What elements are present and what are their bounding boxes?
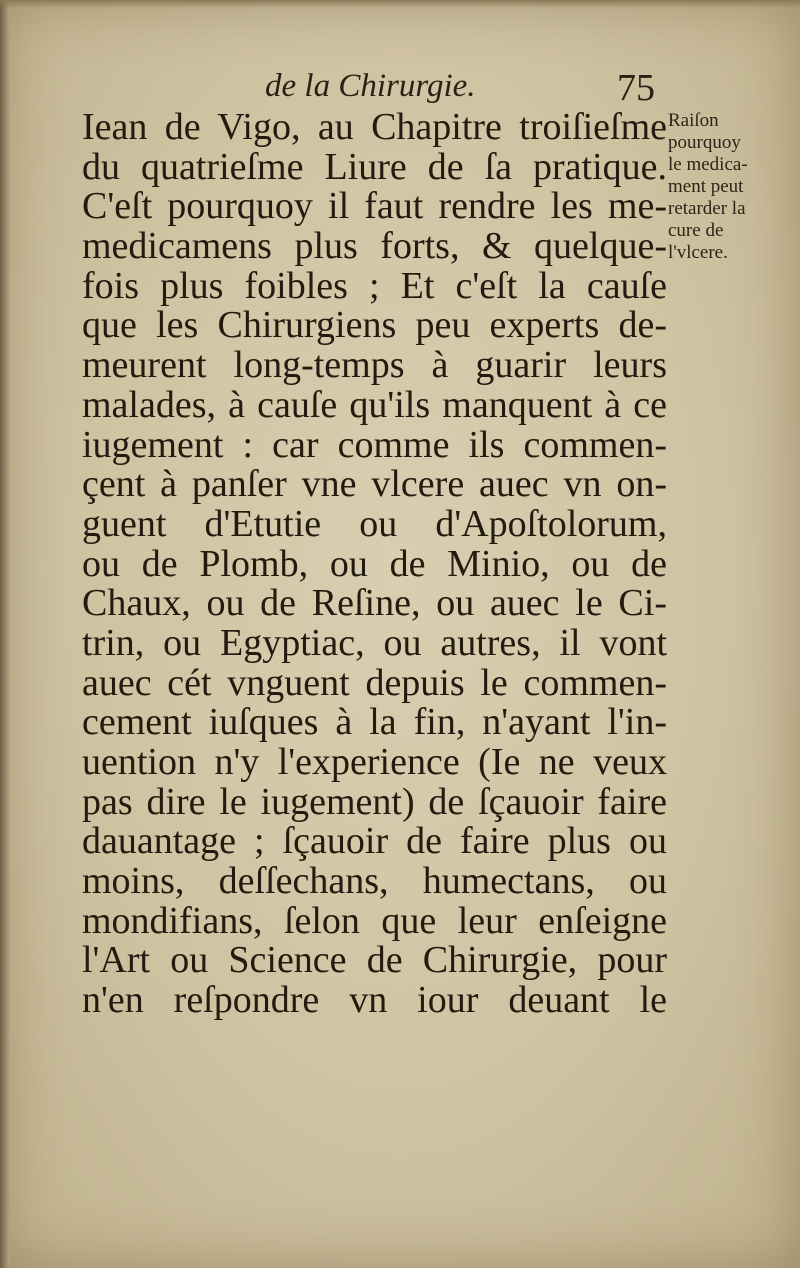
text-line: Chaux, ou de Reſine, ou auec le Ci- [82,582,667,625]
margin-note-line: cure de [668,220,724,241]
text-line: iugement : car comme ils commen- [82,423,667,466]
body-text [82,108,667,1021]
margin-note-line: ment peut [668,176,744,197]
text-line: dauantage ; ſçauoir de faire plus ou [82,820,667,863]
text-line: guent d'Etutie ou d'Apoſtolorum, [82,502,667,545]
text-line: ou de Plomb, ou de Minio, ou de [82,542,667,585]
text-line: çent à panſer vne vlcere auec vn on- [82,463,667,506]
page-number: 75 [617,67,655,109]
text-line: Iean de Vigo, au Chapitre troiſieſme [82,106,667,148]
margin-note-line: l'vlcere. [668,242,728,263]
text-line: meurent long-temps à guarir leurs [82,344,667,387]
margin-note-line: Raiſon [668,110,719,131]
text-line: l'Art ou Science de Chirurgie, pour [82,939,667,982]
text-line: medicamens plus forts, & quelque- [82,225,667,268]
text-line: malades, à cauſe qu'ils manquent à ce [82,383,667,426]
text-line: fois plus foibles ; Et c'eſt la cauſe [82,264,667,307]
page-gutter-edge [0,0,10,1268]
margin-note-line: le medica- [668,154,748,175]
text-line: pas dire le iugement) de ſçauoir faire [82,780,667,823]
text-line: C'eſt pourquoy il faut rendre les me- [82,185,667,228]
text-line: auec cét vnguent depuis le commen- [82,661,667,704]
text-line: cement iuſques à la fin, n'ayant l'in- [82,701,667,744]
running-title: de la Chirurgie. [265,68,476,104]
page-top-edge [0,0,800,8]
margin-note-line: retarder la [668,198,746,219]
margin-note [668,110,792,264]
text-line: trin, ou Egyptiac, ou autres, il vont [82,621,667,664]
text-line: du quatrieſme Liure de ſa pratique. [82,145,667,188]
text-line: que les Chirurgiens peu experts de- [82,304,667,347]
margin-note-line: pourquoy [668,132,741,153]
text-line: moins, deſſechans, humectans, ou [82,860,667,903]
text-line: uention n'y l'experience (Ie ne veux [82,741,667,783]
text-line: n'en reſpondre vn iour deuant le [82,979,667,1022]
text-line: mondifians, ſelon que leur enſeigne [82,899,667,942]
